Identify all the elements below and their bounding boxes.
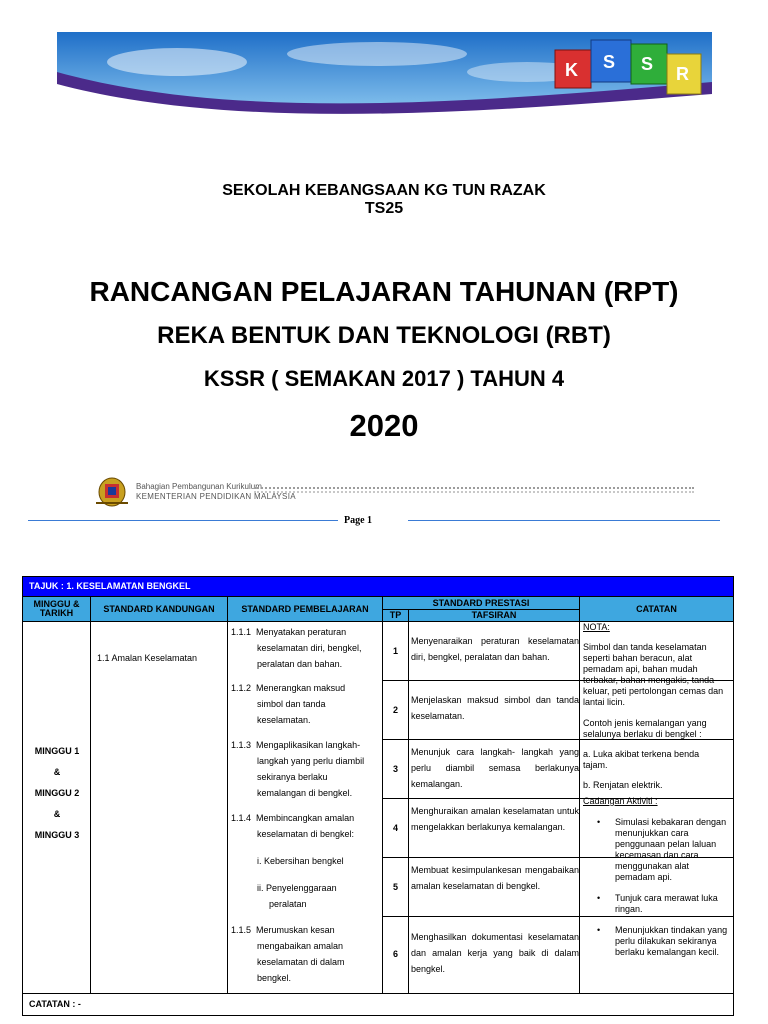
- year-title: 2020: [349, 408, 419, 443]
- nota-text: Simbol dan tanda keselamatan seperti bahan beracun, alat pemadam api, bahan mudah terbakar, bahan mengakis, tanda keluar, peti pertolongan cemas dan lantai licin.: [583, 642, 724, 707]
- curriculum-title: KSSR ( SEMAKAN 2017 ) TAHUN 4: [203, 366, 565, 391]
- page-rule-right: [408, 520, 720, 521]
- sp-1-1-4-i: i. Kebersihan bengkel: [257, 856, 344, 866]
- header-standard-kandungan: STANDARD KANDUNGAN: [91, 596, 228, 621]
- nota-label: NOTA:: [583, 622, 610, 632]
- aktiviti-list: [597, 817, 729, 958]
- document-title: RANCANGAN PELAJARAN TAHUNAN (RPT): [89, 276, 679, 307]
- aktiviti-item: • Tunjuk cara merawat luka ringan.: [597, 893, 729, 915]
- header-standard-pembelajaran: STANDARD PEMBELAJARAN: [228, 596, 383, 621]
- sp-1-1-1: 1.1.1 Menyatakan peraturan keselamatan diri, bengkel, peralatan dan bahan.: [231, 627, 362, 669]
- tp-tafsiran: Menunjuk cara langkah- langkah yang perlu diambil semasa berlakunya kemalangan.: [411, 747, 579, 789]
- sp-1-1-4-ii: ii. Penyelenggaraan peralatan: [257, 883, 337, 909]
- tp-number: 1: [392, 646, 398, 656]
- minggu-and-2: &: [53, 809, 61, 819]
- tp-number: 3: [392, 764, 398, 774]
- banner-letter-s1: S: [603, 52, 616, 72]
- page-rule-left: [28, 520, 338, 521]
- header-tafsiran: TAFSIRAN: [409, 609, 580, 621]
- aktiviti-label: Cadangan Aktiviti :: [583, 796, 658, 806]
- school-name: SEKOLAH KEBANGSAAN KG TUN RAZAK: [222, 182, 546, 199]
- tp-tafsiran: Menyenaraikan peraturan keselamatan diri, bengkel, peralatan dan bahan.: [411, 636, 579, 662]
- dotted-divider: [254, 487, 694, 493]
- tp-tafsiran: Membuat kesimpulankesan mengabaikan amalan keselamatan di bengkel.: [411, 865, 579, 891]
- tp-number: 6: [392, 949, 398, 959]
- page-number: Page 1: [344, 515, 373, 526]
- agency-line-1: Bahagian Pembangunan Kurikulum: [136, 482, 262, 491]
- footer-catatan: CATATAN : -: [23, 993, 733, 1015]
- contoh-b: b. Renjatan elektrik.: [583, 780, 663, 790]
- tp-number: 5: [392, 882, 398, 892]
- tajuk-bar: TAJUK : 1. KESELAMATAN BENGKEL: [23, 577, 733, 596]
- aktiviti-item: • Simulasi kebakaran dengan menunjukkan cara penggunaan pelan laluan kecemasan dan cara menggunakan alat pemadam api.: [597, 817, 729, 883]
- minggu-3: MINGGU 3: [34, 830, 80, 840]
- banner-letter-s2: S: [641, 54, 654, 74]
- minggu-cell: [23, 741, 91, 846]
- header-banner: [57, 32, 712, 116]
- school-code: TS25: [364, 200, 404, 217]
- agency-strip: [94, 475, 704, 509]
- tp-tafsiran: Menjelaskan maksud simbol dan tanda keselamatan.: [411, 695, 579, 721]
- aktiviti-item: • Menunjukkan tindakan yang perlu dilakukan sekiranya berlaku kemalangan kecil.: [597, 925, 729, 958]
- contoh-a: a. Luka akibat terkena benda tajam.: [583, 749, 700, 770]
- tp-number: 4: [392, 823, 398, 833]
- tp-tafsiran: Menghuraikan amalan keselamatan untuk mengelakkan berlakunya kemalangan.: [411, 806, 579, 832]
- catatan-cell: [580, 621, 733, 968]
- sp-1-1-2: 1.1.2 Menerangkan maksud simbol dan tanda keselamatan.: [231, 683, 346, 725]
- sp-1-1-4: 1.1.4 Membincangkan amalan keselamatan di bengkel:: [231, 813, 355, 839]
- header-catatan: CATATAN: [580, 596, 733, 621]
- col-kandungan: [91, 621, 228, 993]
- rpt-table: [22, 576, 734, 1016]
- sp-1-1-3: 1.1.3 Mengaplikasikan langkah- langkah yang perlu diambil sekiranya berlaku kemalangan di bengkel.: [231, 740, 365, 798]
- tp-number: 2: [392, 705, 398, 715]
- standard-kandungan: 1.1 Amalan Keselamatan: [97, 653, 198, 663]
- minggu-and-1: &: [53, 767, 61, 777]
- contoh-text: Contoh jenis kemalangan yang selalunya berlaku di bengkel :: [583, 718, 707, 739]
- header-minggu: MINGGU & TARIKH: [23, 596, 91, 621]
- tp-tafsiran: Menghasilkan dokumentasi keselamatan dan amalan kerja yang baik di dalam bengkel.: [411, 932, 579, 974]
- subject-title: REKA BENTUK DAN TEKNOLOGI (RBT): [157, 322, 611, 349]
- minggu-2: MINGGU 2: [34, 788, 80, 798]
- crest-icon: [94, 475, 130, 509]
- banner-letter-k: K: [565, 60, 578, 80]
- minggu-1: MINGGU 1: [34, 746, 80, 756]
- agency-line-2: KEMENTERIAN PENDIDIKAN MALAYSIA: [136, 492, 296, 501]
- sp-1-1-5: 1.1.5 Merumuskan kesan mengabaikan amalan keselamatan di dalam bengkel.: [231, 925, 345, 983]
- header-tp: TP: [383, 609, 409, 621]
- header-standard-prestasi: STANDARD PRESTASI: [383, 596, 580, 609]
- banner-letter-r: R: [676, 64, 689, 84]
